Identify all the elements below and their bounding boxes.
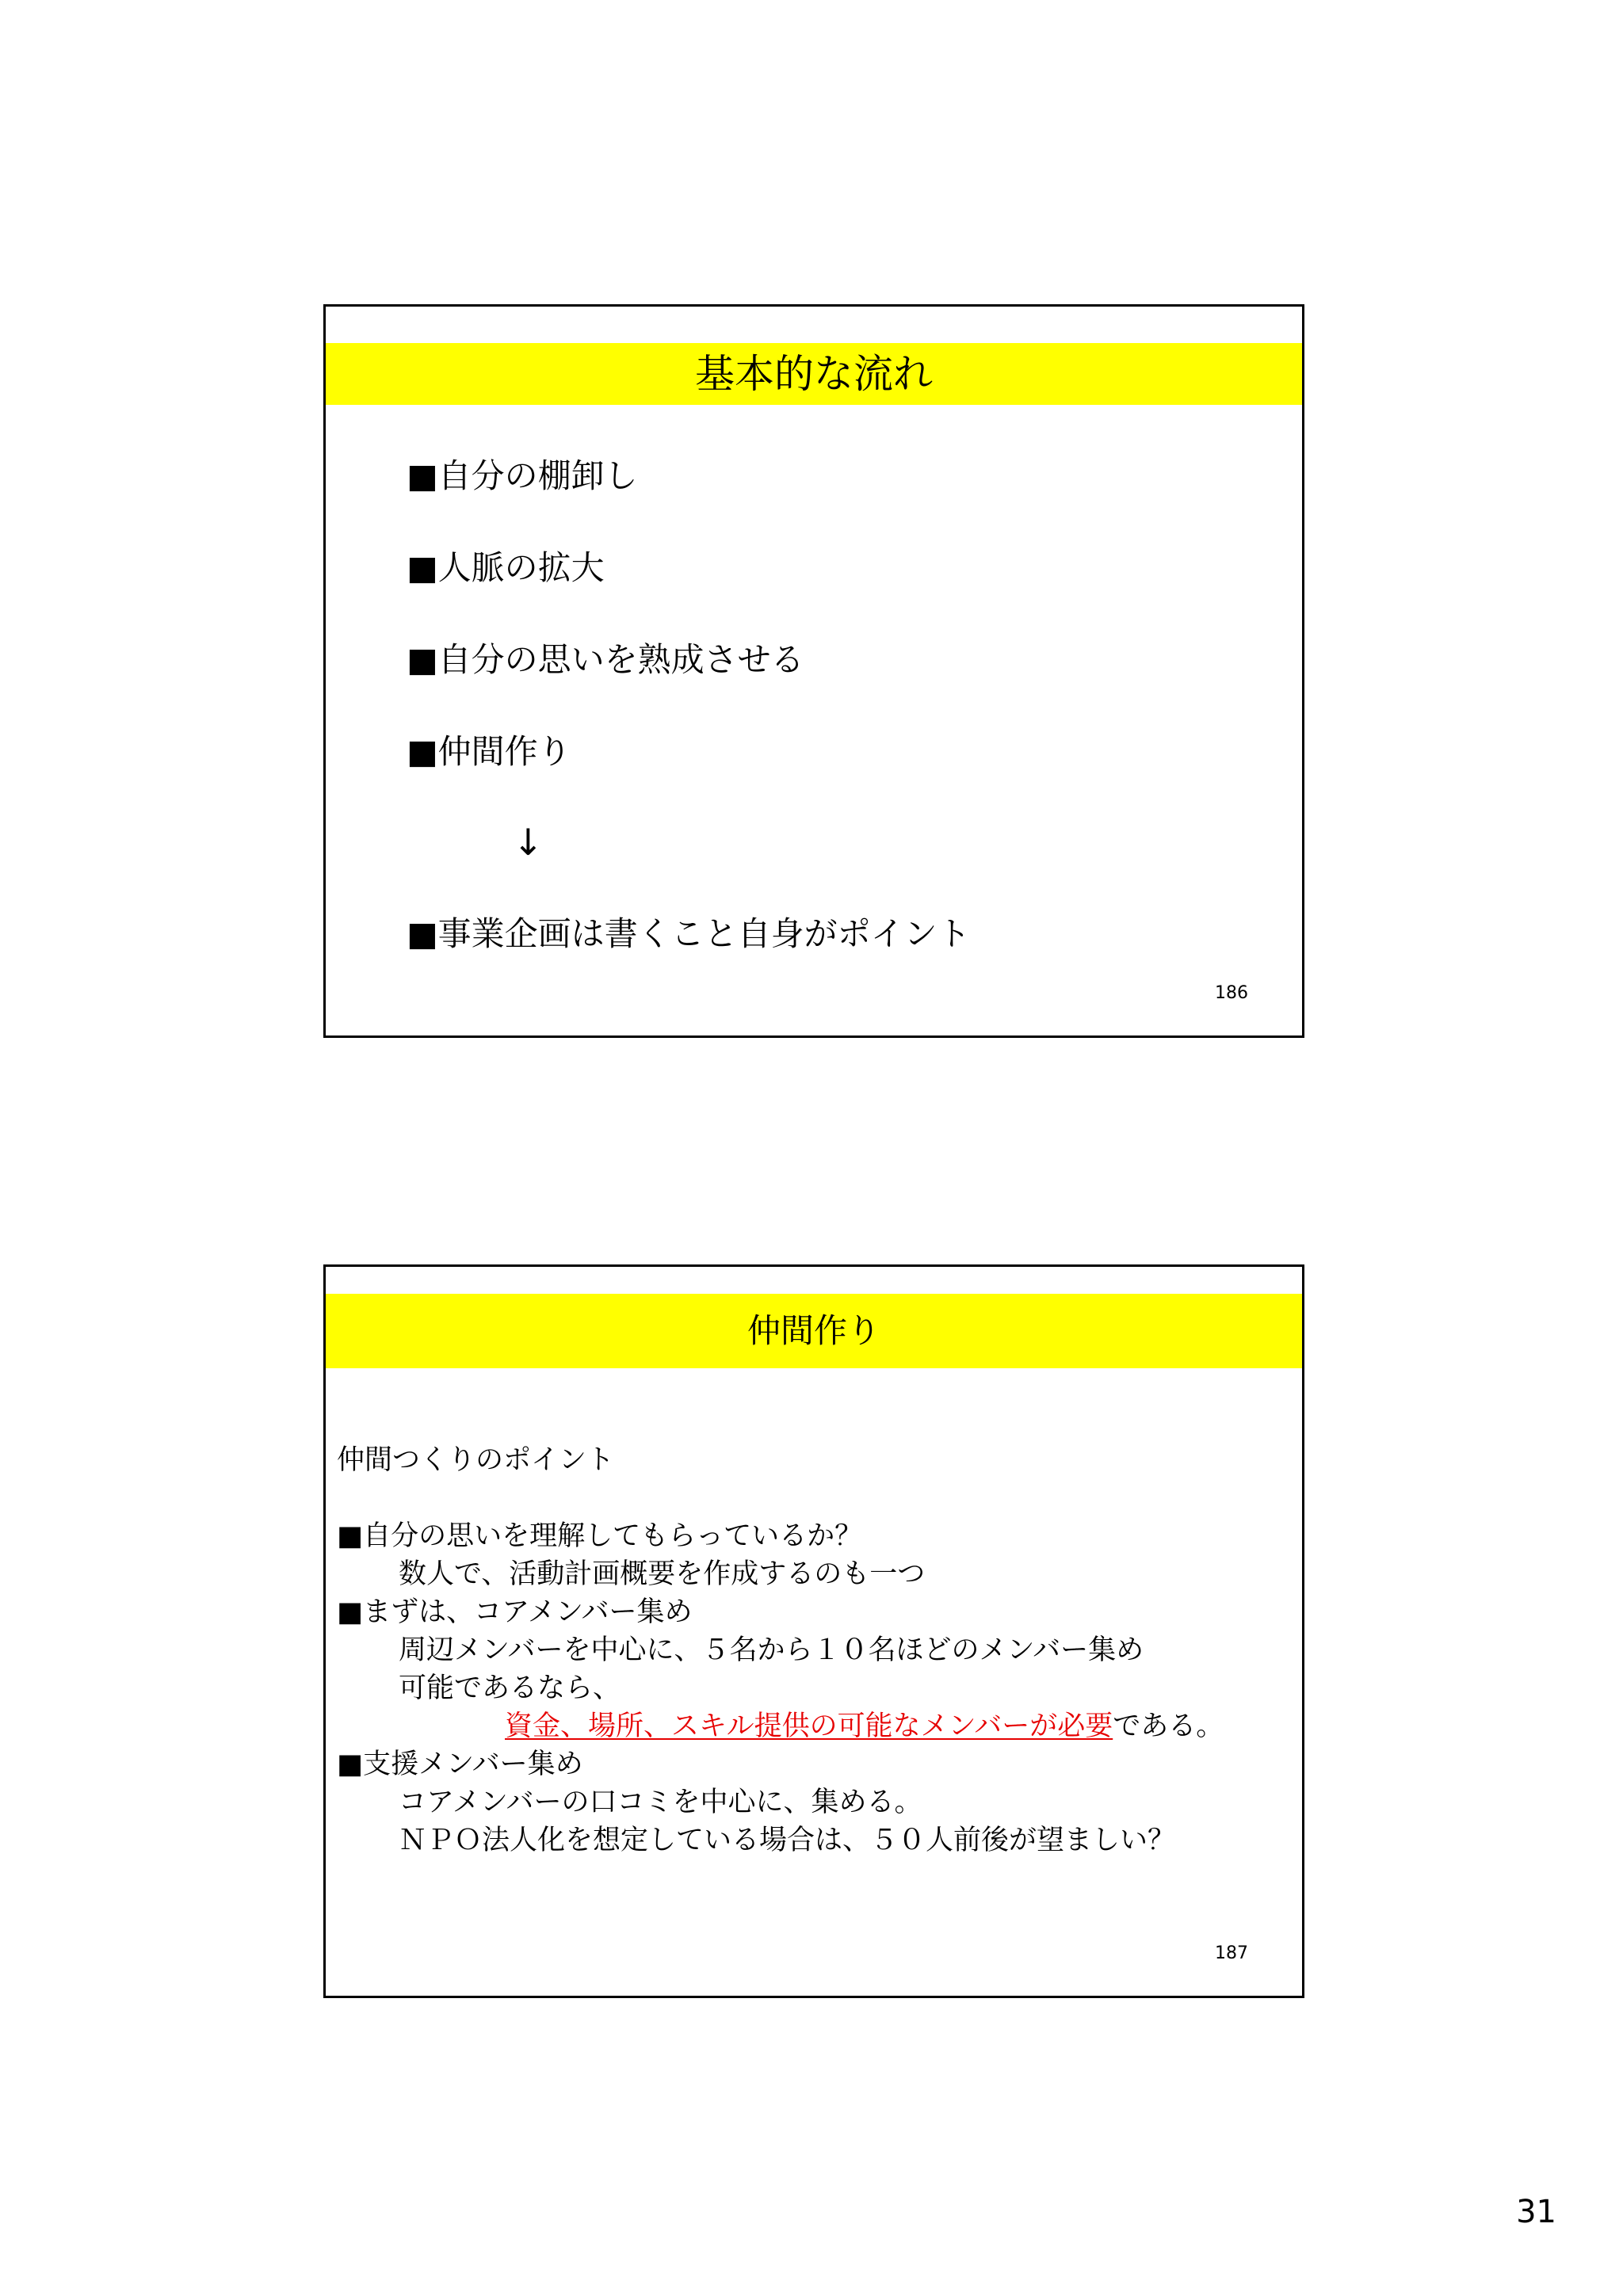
slide-title: 仲間作り	[326, 1294, 1302, 1368]
bullet-item: ■人脈の拡大	[407, 548, 605, 587]
bullet-item: ■支援メンバー集め	[337, 1749, 583, 1780]
slide-number: 186	[1215, 983, 1248, 1003]
down-arrow-icon: ↓	[513, 821, 544, 864]
bullet-item: ■自分の棚卸し	[407, 456, 638, 495]
slide-186	[323, 304, 1304, 1038]
bullet-item: ■自分の思いを理解してもらっているか？	[337, 1520, 863, 1552]
slide-number: 187	[1215, 1943, 1248, 1963]
slide-187	[323, 1264, 1304, 1998]
sub-item: 可能であるなら、	[399, 1672, 621, 1704]
sub-item: 数人で、活動計画概要を作成するのも一つ	[399, 1558, 926, 1590]
section-heading: 仲間つくりのポイント	[337, 1444, 615, 1476]
bullet-item: ■自分の思いを熟成させる	[407, 640, 804, 679]
page-number: 31	[1516, 2194, 1556, 2230]
highlight-suffix: である。	[1113, 1711, 1224, 1742]
sub-item: 周辺メンバーを中心に、５名から１０名ほどのメンバー集め	[399, 1634, 1144, 1666]
sub-item: ＮＰＯ法人化を想定している場合は、５０人前後が望ましい？	[399, 1825, 1176, 1856]
highlight-text: 資金、場所、スキル提供の可能なメンバーが必要	[505, 1711, 1113, 1742]
bullet-item: ■事業企画は書くこと自身がポイント	[407, 914, 971, 953]
bullet-item: ■まずは、コアメンバー集め	[337, 1596, 693, 1628]
slide-title: 基本的な流れ	[326, 343, 1302, 405]
highlight-line	[505, 1709, 1224, 1744]
bullet-item: ■仲間作り	[407, 732, 571, 771]
sub-item: コアメンバーの口コミを中心に、集める。	[399, 1787, 922, 1818]
